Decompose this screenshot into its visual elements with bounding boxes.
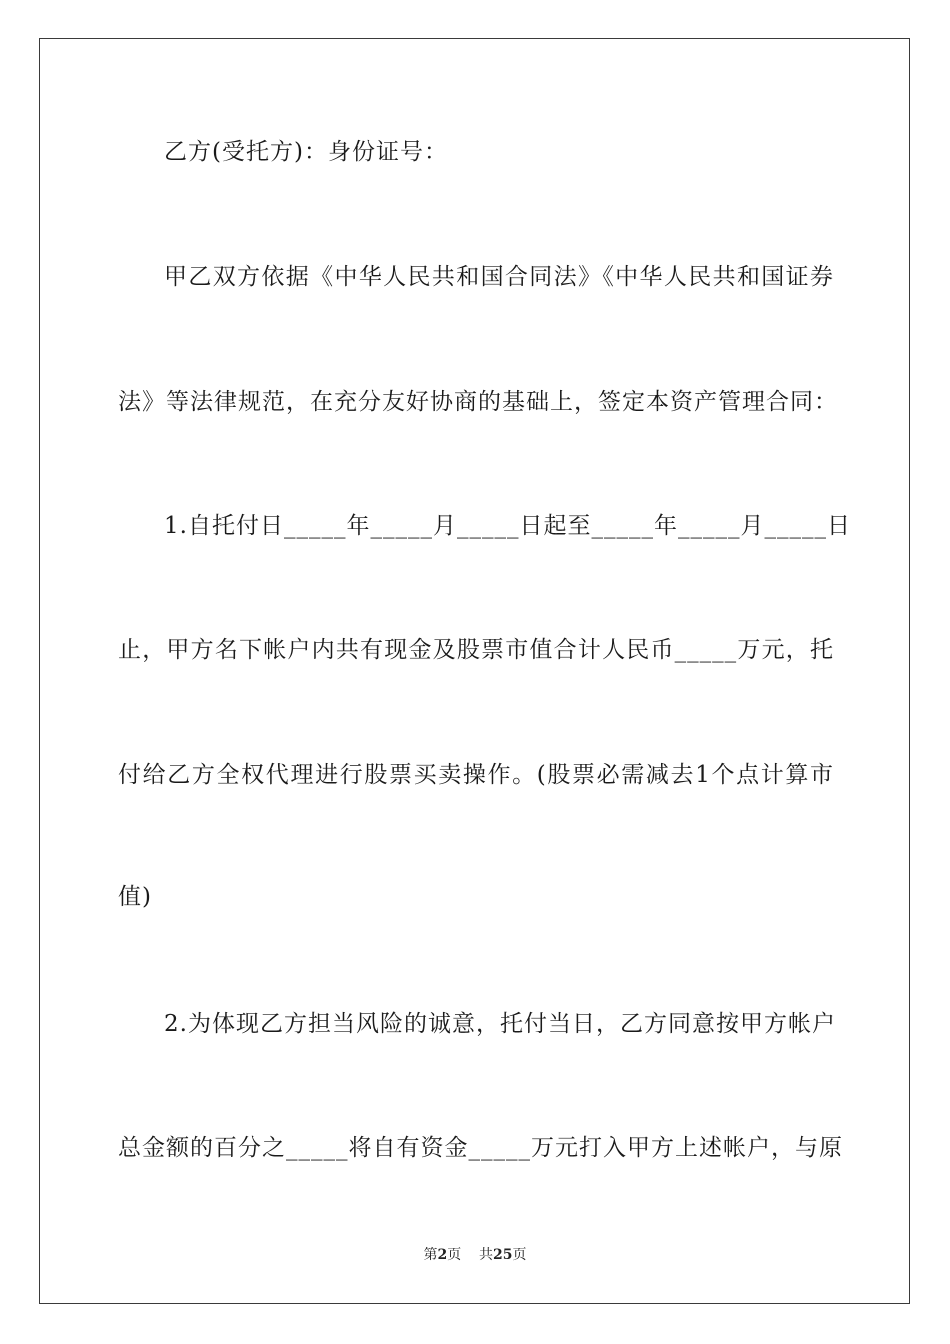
footer-page-unit: 页 (447, 1247, 462, 1263)
clause-1-line-3: 付给乙方全权代理进行股票买卖操作。(股票必需减去1个点计算市 (118, 762, 834, 788)
clause-1-line-2: 止，甲方名下帐户内共有现金及股票市值合计人民币_____万元，托 (118, 637, 834, 663)
page-border (39, 38, 910, 1304)
paragraph-intro-line-1: 甲乙双方依据《中华人民共和国合同法》《中华人民共和国证券 (164, 264, 834, 290)
clause-1-line-4: 值) (118, 884, 152, 910)
footer-page-total: 25 (493, 1247, 513, 1263)
clause-2-line-2: 总金额的百分之_____将自有资金_____万元打入甲方上述帐户，与原 (118, 1135, 843, 1161)
footer-total-unit: 页 (512, 1247, 527, 1263)
clause-2-line-1: 2.为体现乙方担当风险的诚意，托付当日，乙方同意按甲方帐户 (164, 1011, 836, 1037)
paragraph-intro-line-2: 法》等法律规范，在充分友好协商的基础上，签定本资产管理合同： (118, 389, 838, 415)
party-b-line: 乙方(受托方)：身份证号： (164, 139, 448, 165)
footer-total-prefix: 共 (479, 1247, 494, 1263)
footer-page-current: 2 (437, 1247, 448, 1263)
clause-1-line-1: 1.自托付日_____年_____月_____日起至_____年_____月_____日 (164, 513, 851, 539)
page-footer (0, 1246, 950, 1264)
footer-page-prefix: 第 (423, 1247, 438, 1263)
